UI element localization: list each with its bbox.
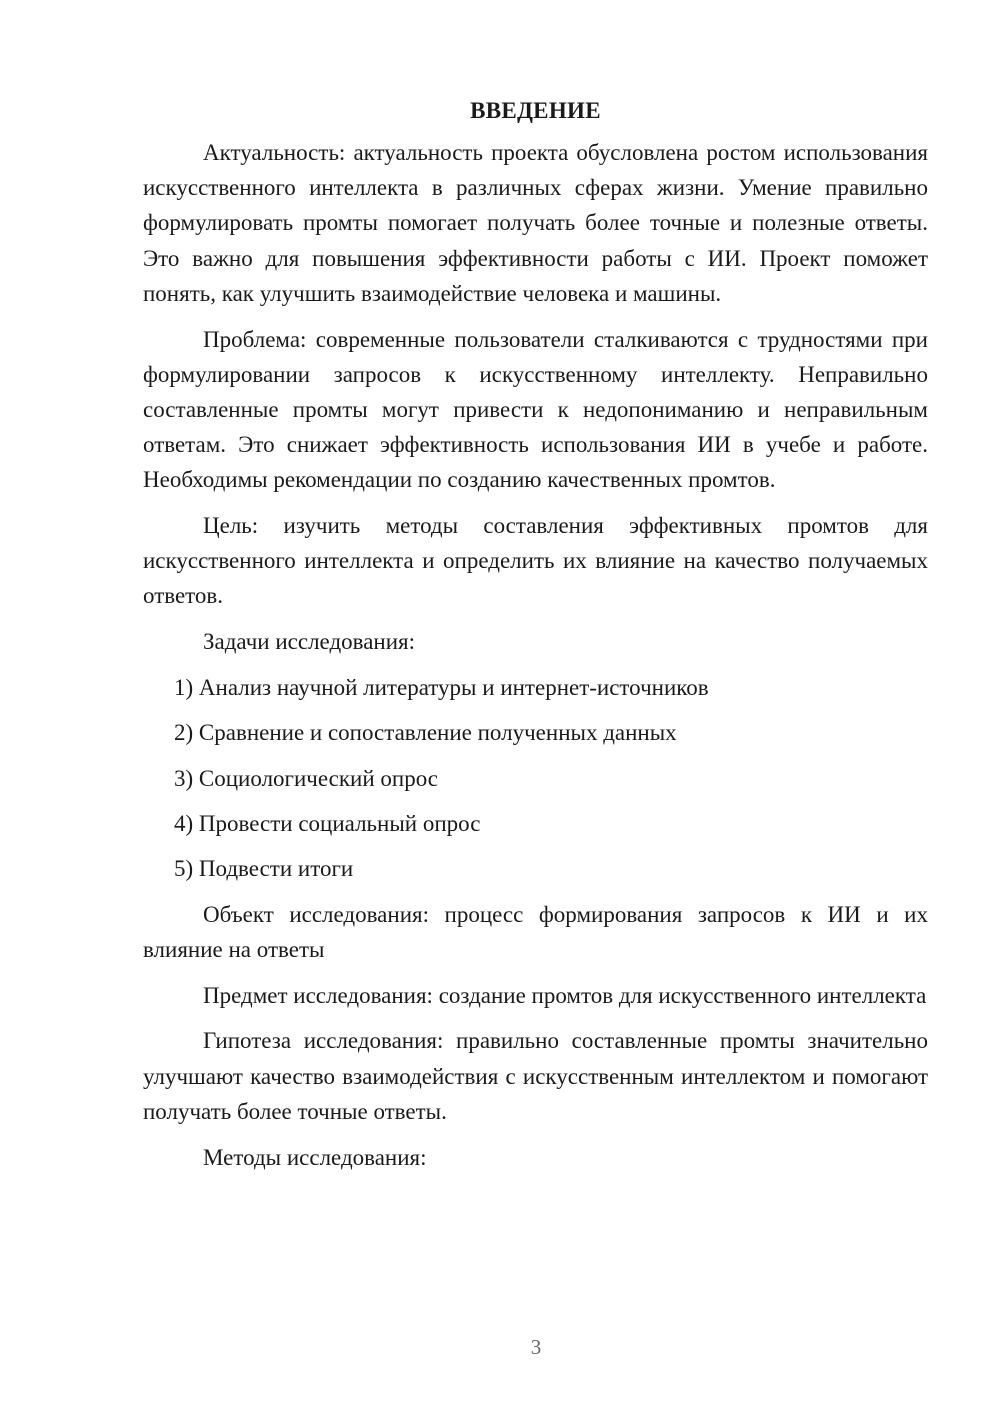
object-paragraph: Объект исследования: процесс формирования запросов к ИИ и их влияние на ответы [143, 901, 928, 962]
tasks-heading: Задачи исследования: [203, 629, 416, 655]
problem-paragraph: Проблема: современные пользователи сталкиваются с трудностями при формулировании запросов к искусственному интеллекту. Неправильно составленные промты могут привести к недопониманию и неправильным ответам. Это снижает эффективность использования ИИ в учебе и работе. Необходимы рекомендации по созданию качественных промтов. [143, 326, 928, 493]
relevance-paragraph: Актуальность: актуальность проекта обусловлена ростом использования искусственного интеллекта в различных сферах жизни. Умение правильно формулировать промты помогает получать более точные и полезные ответы. Это важно для повышения эффективности работы с ИИ. Проект поможет понять, как улучшить взаимодействие человека и машины. [143, 140, 928, 306]
task-item-5: 5) Подвести итоги [174, 856, 354, 882]
task-item-1: 1) Анализ научной литературы и интернет-источников [174, 674, 709, 700]
hypothesis-paragraph: Гипотеза исследования: правильно составленные промты значительно улучшают качество взаимодействия с искусственным интеллектом и помогают получать более точные ответы. [143, 1028, 928, 1124]
page-title: ВВЕДЕНИЕ [470, 98, 601, 123]
page-number: 3 [530, 1335, 542, 1359]
goal-paragraph: Цель: изучить методы составления эффективных промтов для искусственного интеллекта и определить их влияние на качество получаемых ответов. [143, 513, 928, 609]
subject-paragraph: Предмет исследования: создание промтов для искусственного интеллекта [203, 982, 927, 1008]
page-content [143, 96, 928, 1185]
task-item-2: 2) Сравнение и сопоставление полученных данных [174, 720, 677, 746]
task-item-3: 3) Социологический опрос [174, 765, 438, 791]
task-item-4: 4) Провести социальный опрос [174, 811, 481, 837]
methods-heading: Методы исследования: [203, 1144, 427, 1170]
